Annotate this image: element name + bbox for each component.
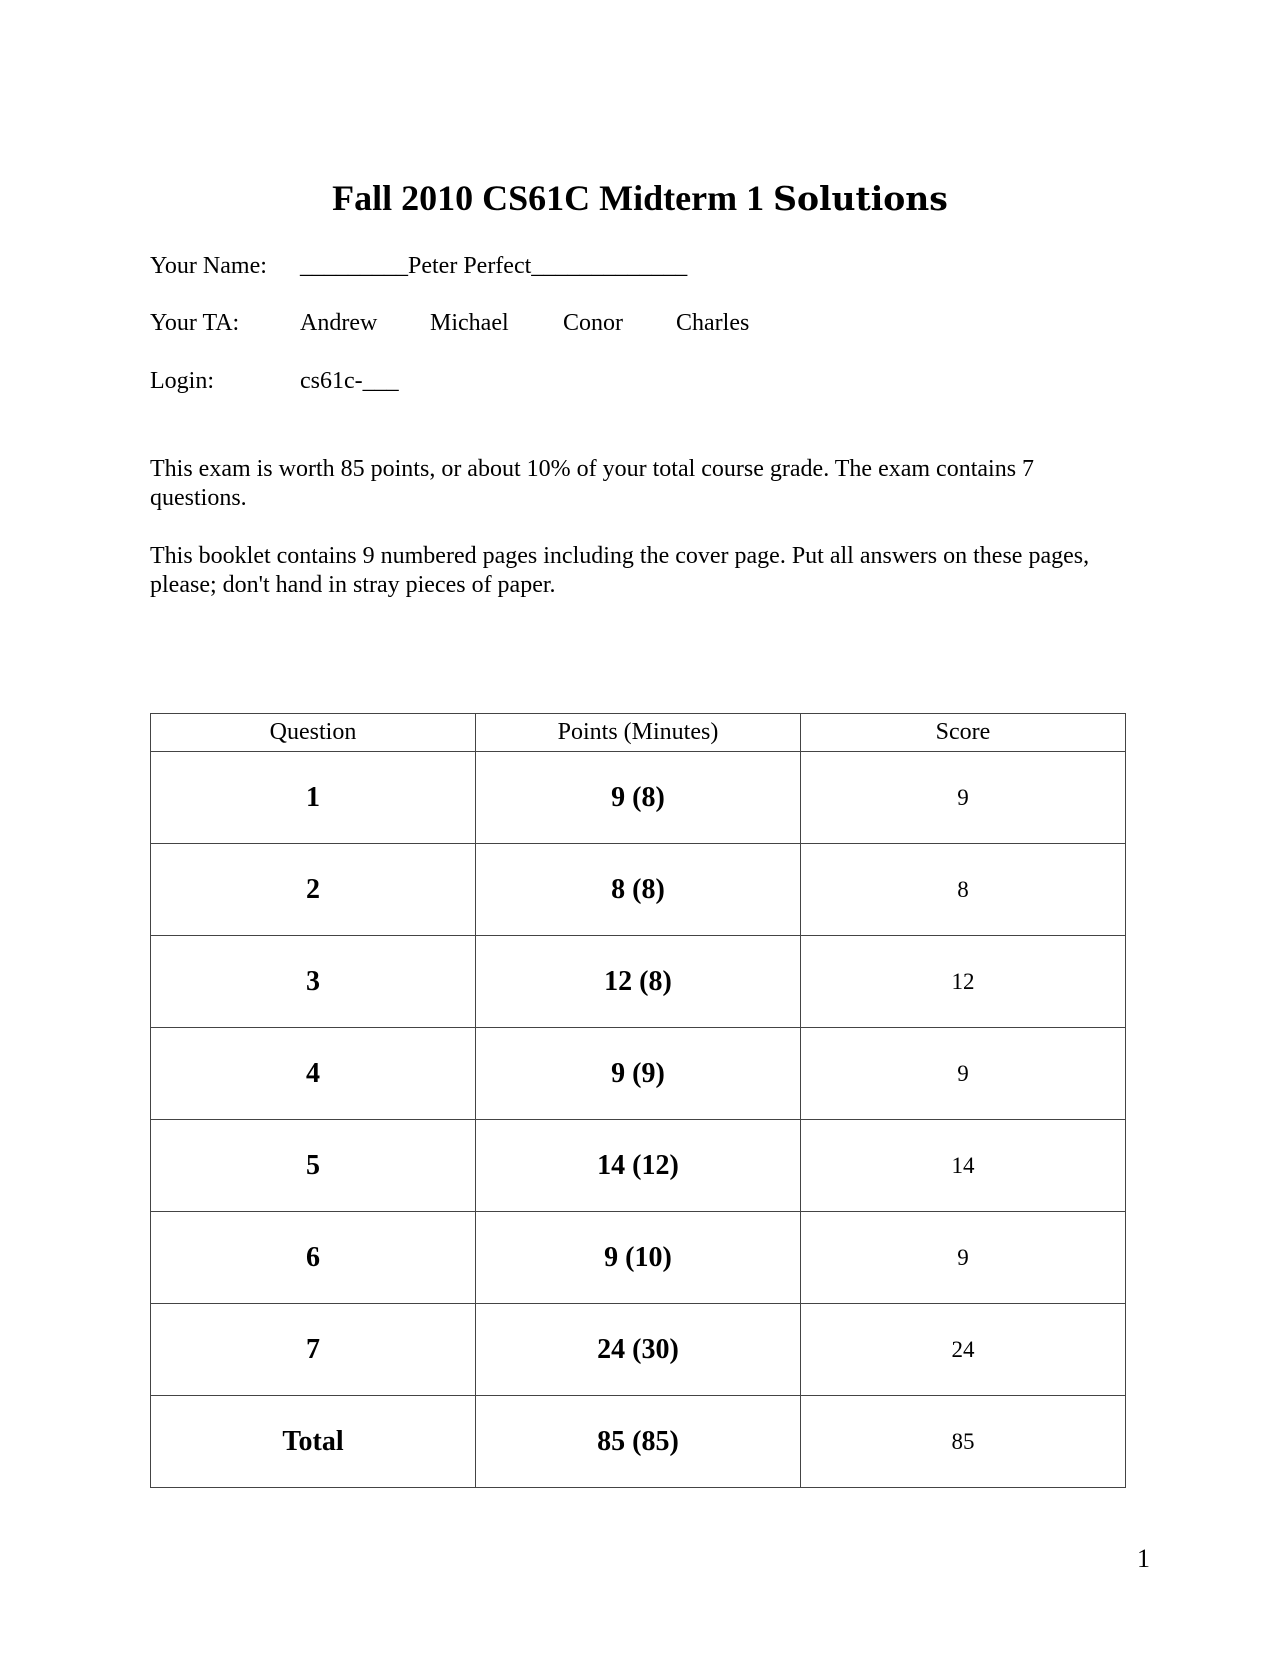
header-points: Points (Minutes) (476, 714, 801, 752)
name-value: _________Peter Perfect_____________ (300, 253, 688, 279)
table-header-row (151, 714, 1126, 752)
score-cell: 9 (801, 752, 1126, 844)
score-cell: 8 (801, 844, 1126, 936)
ta-label: Your TA: (150, 310, 240, 336)
ta-option-michael: Michael (430, 310, 509, 336)
ta-option-charles: Charles (676, 310, 750, 336)
table-row (151, 936, 1126, 1028)
page-title (0, 176, 1280, 221)
table-row (151, 1304, 1126, 1396)
ta-option-andrew: Andrew (300, 310, 378, 336)
total-points-cell: 85 (85) (476, 1396, 801, 1488)
points-cell: 12 (8) (476, 936, 801, 1028)
points-cell: 24 (30) (476, 1304, 801, 1396)
question-cell: 4 (151, 1028, 476, 1120)
table-total-row (151, 1396, 1126, 1488)
table-row (151, 1028, 1126, 1120)
title-main: Fall 2010 CS61C Midterm 1 (332, 178, 765, 218)
points-cell: 9 (10) (476, 1212, 801, 1304)
question-cell: 6 (151, 1212, 476, 1304)
total-label-cell: Total (151, 1396, 476, 1488)
points-cell: 9 (9) (476, 1028, 801, 1120)
login-value: cs61c-___ (300, 368, 399, 394)
question-cell: 2 (151, 844, 476, 936)
login-label: Login: (150, 368, 214, 394)
points-cell: 14 (12) (476, 1120, 801, 1212)
page-number: 1 (1137, 1544, 1150, 1573)
ta-option-conor: Conor (563, 310, 623, 336)
header-question: Question (151, 714, 476, 752)
points-cell: 9 (8) (476, 752, 801, 844)
question-cell: 1 (151, 752, 476, 844)
header-score: Score (801, 714, 1126, 752)
table-row (151, 844, 1126, 936)
question-cell: 3 (151, 936, 476, 1028)
table-row (151, 1212, 1126, 1304)
instructions-paragraph-1: This exam is worth 85 points, or about 10% of your total course grade. The exam contains 7 questions. (150, 456, 1035, 511)
score-cell: 12 (801, 936, 1126, 1028)
table-row (151, 752, 1126, 844)
table-row (151, 1120, 1126, 1212)
question-cell: 7 (151, 1304, 476, 1396)
score-table (150, 713, 1126, 1488)
score-cell: 9 (801, 1212, 1126, 1304)
title-solutions: Solutions (773, 179, 948, 218)
score-cell: 9 (801, 1028, 1126, 1120)
question-cell: 5 (151, 1120, 476, 1212)
score-cell: 14 (801, 1120, 1126, 1212)
points-cell: 8 (8) (476, 844, 801, 936)
name-label: Your Name: (150, 253, 267, 279)
total-score-cell: 85 (801, 1396, 1126, 1488)
score-cell: 24 (801, 1304, 1126, 1396)
instructions-paragraph-2: This booklet contains 9 numbered pages including the cover page. Put all answers on these pages, please; don't hand in stray pieces of paper. (150, 543, 1090, 598)
